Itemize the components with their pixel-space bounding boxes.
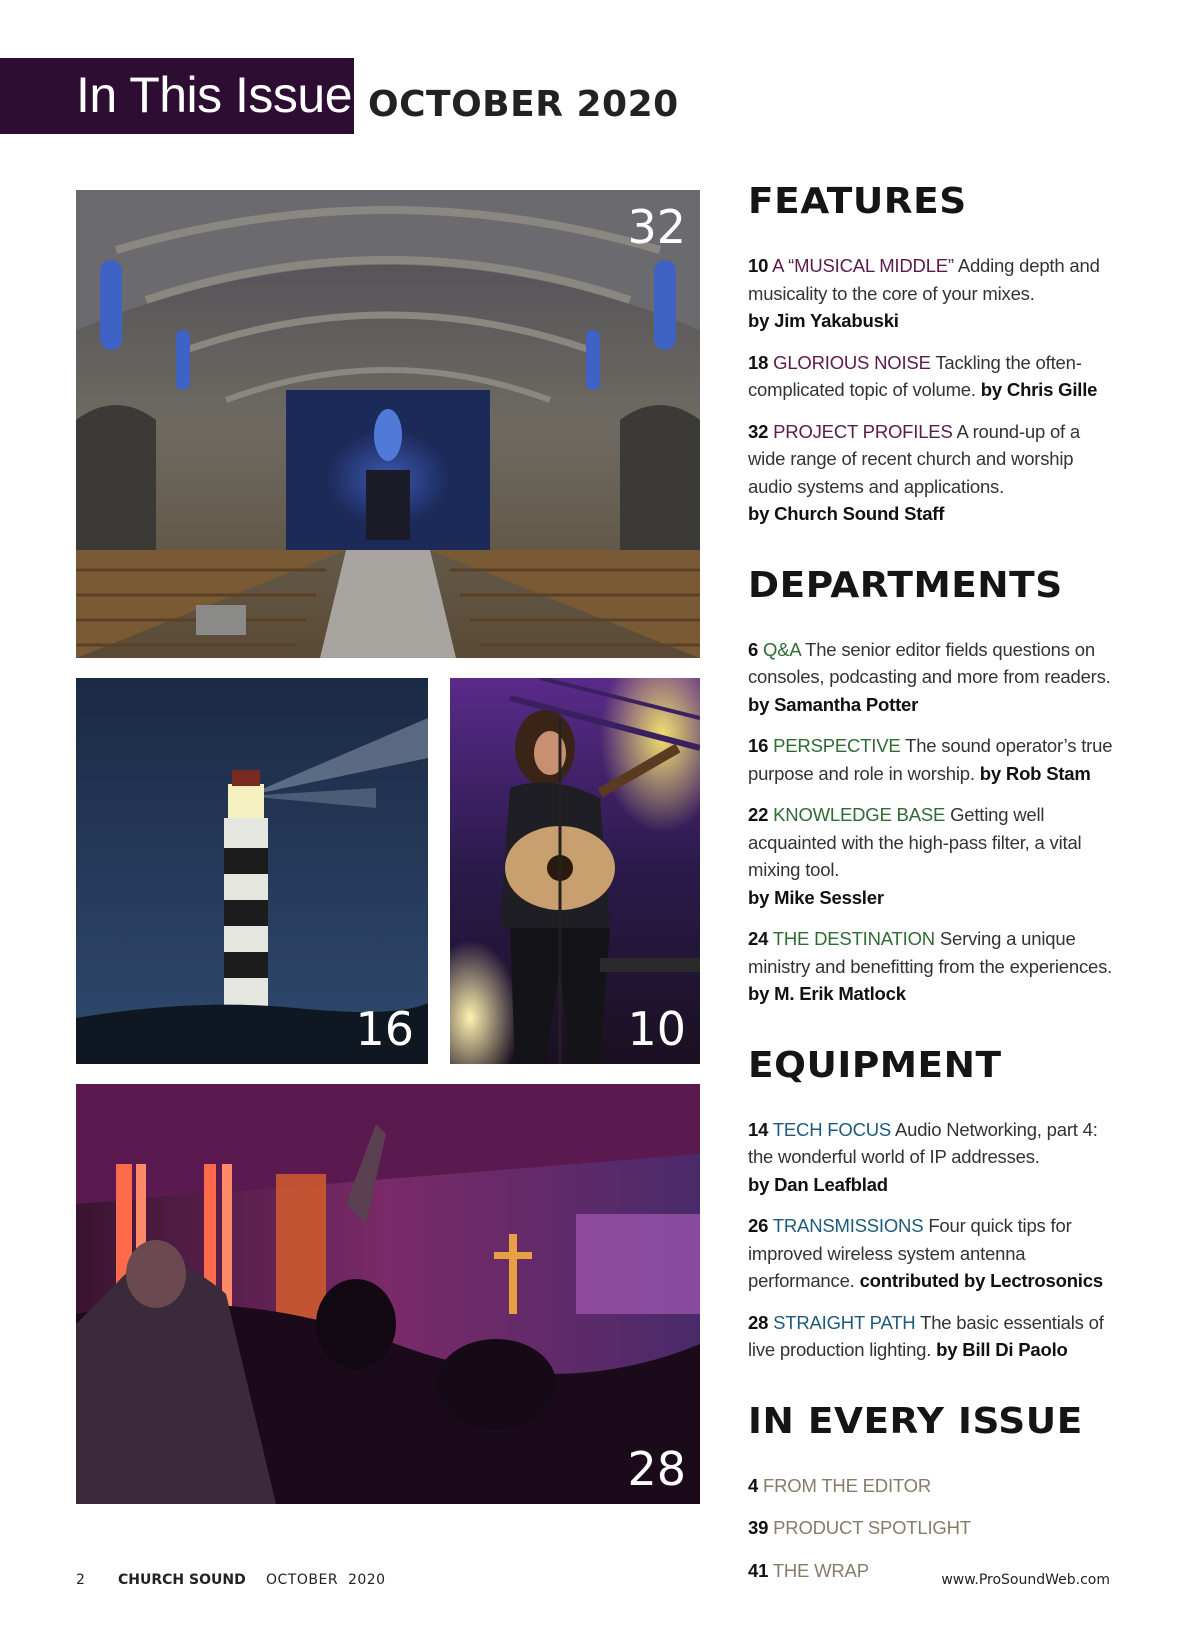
toc-entry[interactable] xyxy=(748,1309,1118,1364)
toc-entry[interactable] xyxy=(748,418,1118,528)
section-equipment xyxy=(748,1044,1118,1364)
toc-entry[interactable] xyxy=(748,636,1118,719)
photo-lighthouse[interactable] xyxy=(76,678,428,1064)
entry-byline: by Church Sound Staff xyxy=(748,503,945,524)
entry-byline: by Jim Yakabuski xyxy=(748,310,899,331)
toc-entry[interactable] xyxy=(748,925,1118,1008)
entry-page-number: 24 xyxy=(748,928,769,949)
entry-page-number: 18 xyxy=(748,351,769,373)
entry-title[interactable]: GLORIOUS NOISE xyxy=(773,351,931,373)
entry-title[interactable]: STRAIGHT PATH xyxy=(773,1311,916,1333)
section-heading: EQUIPMENT xyxy=(748,1044,1002,1086)
entry-title[interactable]: A “MUSICAL MIDDLE” xyxy=(772,255,954,276)
entry-title[interactable]: THE WRAP xyxy=(772,1559,869,1581)
entry-description: The senior editor fields questions on consoles, podcasting and more from readers. xyxy=(748,638,1111,687)
entry-byline: by Mike Sessler xyxy=(748,886,884,908)
entry-description: Tackling the often-complicated topic of volume. xyxy=(748,351,1082,400)
entry-byline: by Samantha Potter xyxy=(748,693,919,715)
section-heading: IN EVERY ISSUE xyxy=(748,1400,1083,1442)
church-interior-image xyxy=(76,190,700,658)
photo-worship-crowd[interactable] xyxy=(76,1084,700,1504)
section-features xyxy=(748,180,1118,528)
toc-entry[interactable] xyxy=(748,732,1118,787)
photo-page-number: 16 xyxy=(355,1002,414,1056)
entry-description: Serving a unique ministry and benefitting from the experiences. xyxy=(748,928,1113,977)
entry-page-number: 39 xyxy=(748,1517,769,1538)
footer-month: OCTOBER 2020 xyxy=(266,1572,386,1588)
page-footer xyxy=(0,1572,1200,1592)
entry-page-number: 26 xyxy=(748,1215,769,1236)
entry-title[interactable]: TRANSMISSIONS xyxy=(772,1215,924,1236)
entry-title[interactable]: PERSPECTIVE xyxy=(773,735,901,756)
footer-page-number: 2 xyxy=(76,1572,85,1588)
footer-magazine-name: CHURCH SOUND xyxy=(118,1572,246,1588)
photo-guitarist[interactable] xyxy=(450,678,700,1064)
entry-description: Getting well acquainted with the high-pass filter, a vital mixing tool. xyxy=(748,804,1082,880)
worship-crowd-image xyxy=(76,1084,700,1504)
entry-page-number: 22 xyxy=(748,804,769,825)
entry-page-number: 10 xyxy=(748,255,769,276)
entry-page-number: 6 xyxy=(748,638,759,660)
entry-description: A round-up of a wide range of recent church and worship audio systems and applications. xyxy=(748,420,1081,497)
photo-page-number: 28 xyxy=(627,1442,686,1496)
footer-url[interactable]: www.ProSoundWeb.com xyxy=(941,1572,1110,1588)
toc-entry[interactable] xyxy=(748,1116,1118,1199)
toc-entry[interactable] xyxy=(748,349,1118,404)
entry-page-number: 14 xyxy=(748,1118,769,1140)
entry-title[interactable]: PROJECT PROFILES xyxy=(773,420,953,442)
entry-description: Adding depth and musicality to the core of your mixes. xyxy=(748,255,1100,304)
entry-page-number: 28 xyxy=(748,1311,769,1333)
page-title: In This Issue xyxy=(76,67,353,123)
entry-title[interactable]: FROM THE EDITOR xyxy=(763,1474,932,1496)
entry-title[interactable]: Q&A xyxy=(763,638,801,660)
section-every-issue xyxy=(748,1400,1118,1585)
toc-entry[interactable] xyxy=(748,1514,1118,1542)
toc-entry[interactable] xyxy=(748,252,1118,335)
entry-description: Four quick tips for improved wireless system antenna performance. xyxy=(748,1215,1072,1291)
photo-page-number: 10 xyxy=(627,1002,686,1056)
entry-byline: by Rob Stam xyxy=(979,762,1091,784)
entry-description: The basic essentials of live production lighting. xyxy=(748,1311,1104,1360)
section-heading: FEATURES xyxy=(748,181,967,222)
toc-entry[interactable] xyxy=(748,801,1118,911)
entry-description: Audio Networking, part 4: the wonderful world of IP addresses. xyxy=(748,1118,1098,1167)
entry-title[interactable]: PRODUCT SPOTLIGHT xyxy=(773,1517,971,1538)
entry-byline: by Dan Leafblad xyxy=(748,1173,888,1195)
entry-title[interactable]: THE DESTINATION xyxy=(772,928,935,949)
entry-byline: by Chris Gille xyxy=(980,379,1098,400)
photo-page-number: 32 xyxy=(627,200,686,254)
section-heading: DEPARTMENTS xyxy=(748,564,1063,606)
issue-date: OCTOBER 2020 xyxy=(368,84,679,125)
toc-entry[interactable] xyxy=(748,1472,1118,1500)
entry-byline: contributed by Lectrosonics xyxy=(859,1270,1103,1291)
toc-entry[interactable] xyxy=(748,1212,1118,1295)
entry-title[interactable]: KNOWLEDGE BASE xyxy=(773,804,946,825)
entry-page-number: 16 xyxy=(748,735,769,756)
table-of-contents xyxy=(748,180,1118,1599)
entry-title[interactable]: TECH FOCUS xyxy=(772,1118,892,1140)
entry-description: The sound operator’s true purpose and role in worship. xyxy=(748,735,1113,784)
section-departments xyxy=(748,564,1118,1008)
entry-page-number: 4 xyxy=(748,1474,759,1496)
entry-byline: by Bill Di Paolo xyxy=(936,1339,1068,1360)
photo-church-interior[interactable] xyxy=(76,190,700,658)
entry-byline: by M. Erik Matlock xyxy=(748,983,906,1004)
entry-page-number: 32 xyxy=(748,420,769,442)
entry-page-number: 41 xyxy=(748,1559,769,1581)
